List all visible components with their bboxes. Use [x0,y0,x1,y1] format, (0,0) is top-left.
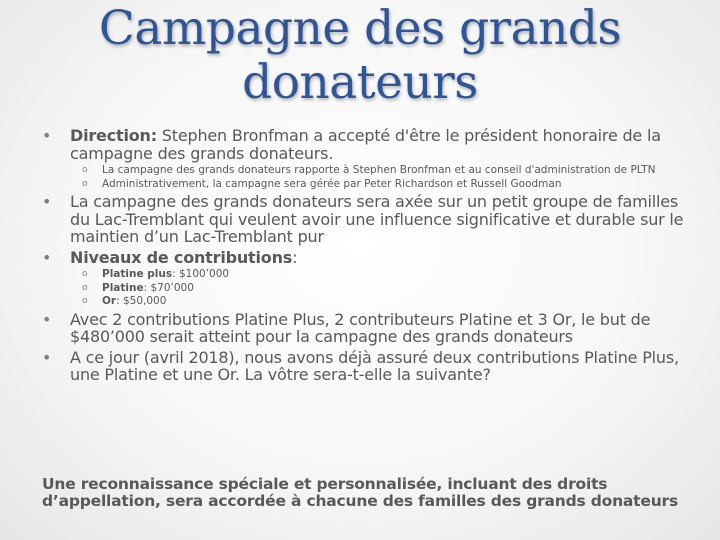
status-text: A ce jour (avril 2018), nous avons déjà assuré deux contributions Platine Plus, une Platine et une Or. La vôtre sera-t-elle la suivante? [70,347,679,384]
bullet-list [42,127,692,387]
level-name: Or [102,295,117,307]
bullet-icon: • [42,192,52,211]
sub-bullet [42,179,692,191]
level-name: Platine plus [102,268,173,280]
bullet-icon: • [42,347,52,367]
level-item [42,269,692,281]
bullet-icon: • [42,126,52,145]
sub-bullet-icon: o [82,282,88,293]
sub-bullet [42,165,692,177]
goal-text: Avec 2 contributions Platine Plus, 2 contributeurs Platine et 3 Or, le but de $480’000 serait atteint pour la campagne des grands donateurs [70,309,651,346]
bullet-goal [42,311,692,346]
bullet-direction [42,127,692,162]
sub-bullet-text: Administrativement, la campagne sera gérée par Peter Richardson et Russell Goodman [102,177,562,190]
levels-label: Niveaux de contributions [70,247,293,267]
level-name: Platine [102,281,144,294]
sub-bullet-icon: o [82,296,88,306]
direction-text: Stephen Bronfman a accepté d'être le président honoraire de la campagne des grands donateurs. [70,126,661,163]
level-amount: : $50,000 [116,295,167,307]
bullet-icon: • [42,309,52,329]
focus-text: La campagne des grands donateurs sera axée sur un petit groupe de familles du Lac-Tremblant qui veulent avoir une influence significative et durable sur le maintien d’un Lac-Tremblant pur [70,192,684,246]
bullet-icon: • [42,247,52,267]
direction-label: Direction: [70,126,157,145]
sub-bullet-text: La campagne des grands donateurs rapporte à Stephen Bronfman et au conseil d'administration de PLTN [102,164,656,176]
direction-sublist [42,165,692,190]
sub-bullet-icon: o [82,178,88,189]
level-amount: : $100’000 [172,268,230,280]
sub-bullet-icon: o [82,269,88,279]
closing-statement: Une reconnaissance spéciale et personnalisée, incluant des droits d’appellation, sera accordée à chacune des familles des grands donateurs [42,475,679,510]
sub-bullet-icon: o [82,165,88,175]
levels-sublist [42,269,692,308]
bullet-focus [42,193,692,246]
level-amount: : $70’000 [143,281,194,294]
level-item [42,296,692,308]
slide-title: Campagne des grands donateurs [98,1,622,110]
bullet-levels [42,249,692,267]
levels-suffix: : [292,247,298,267]
level-item [42,283,692,295]
bullet-status [42,349,692,384]
